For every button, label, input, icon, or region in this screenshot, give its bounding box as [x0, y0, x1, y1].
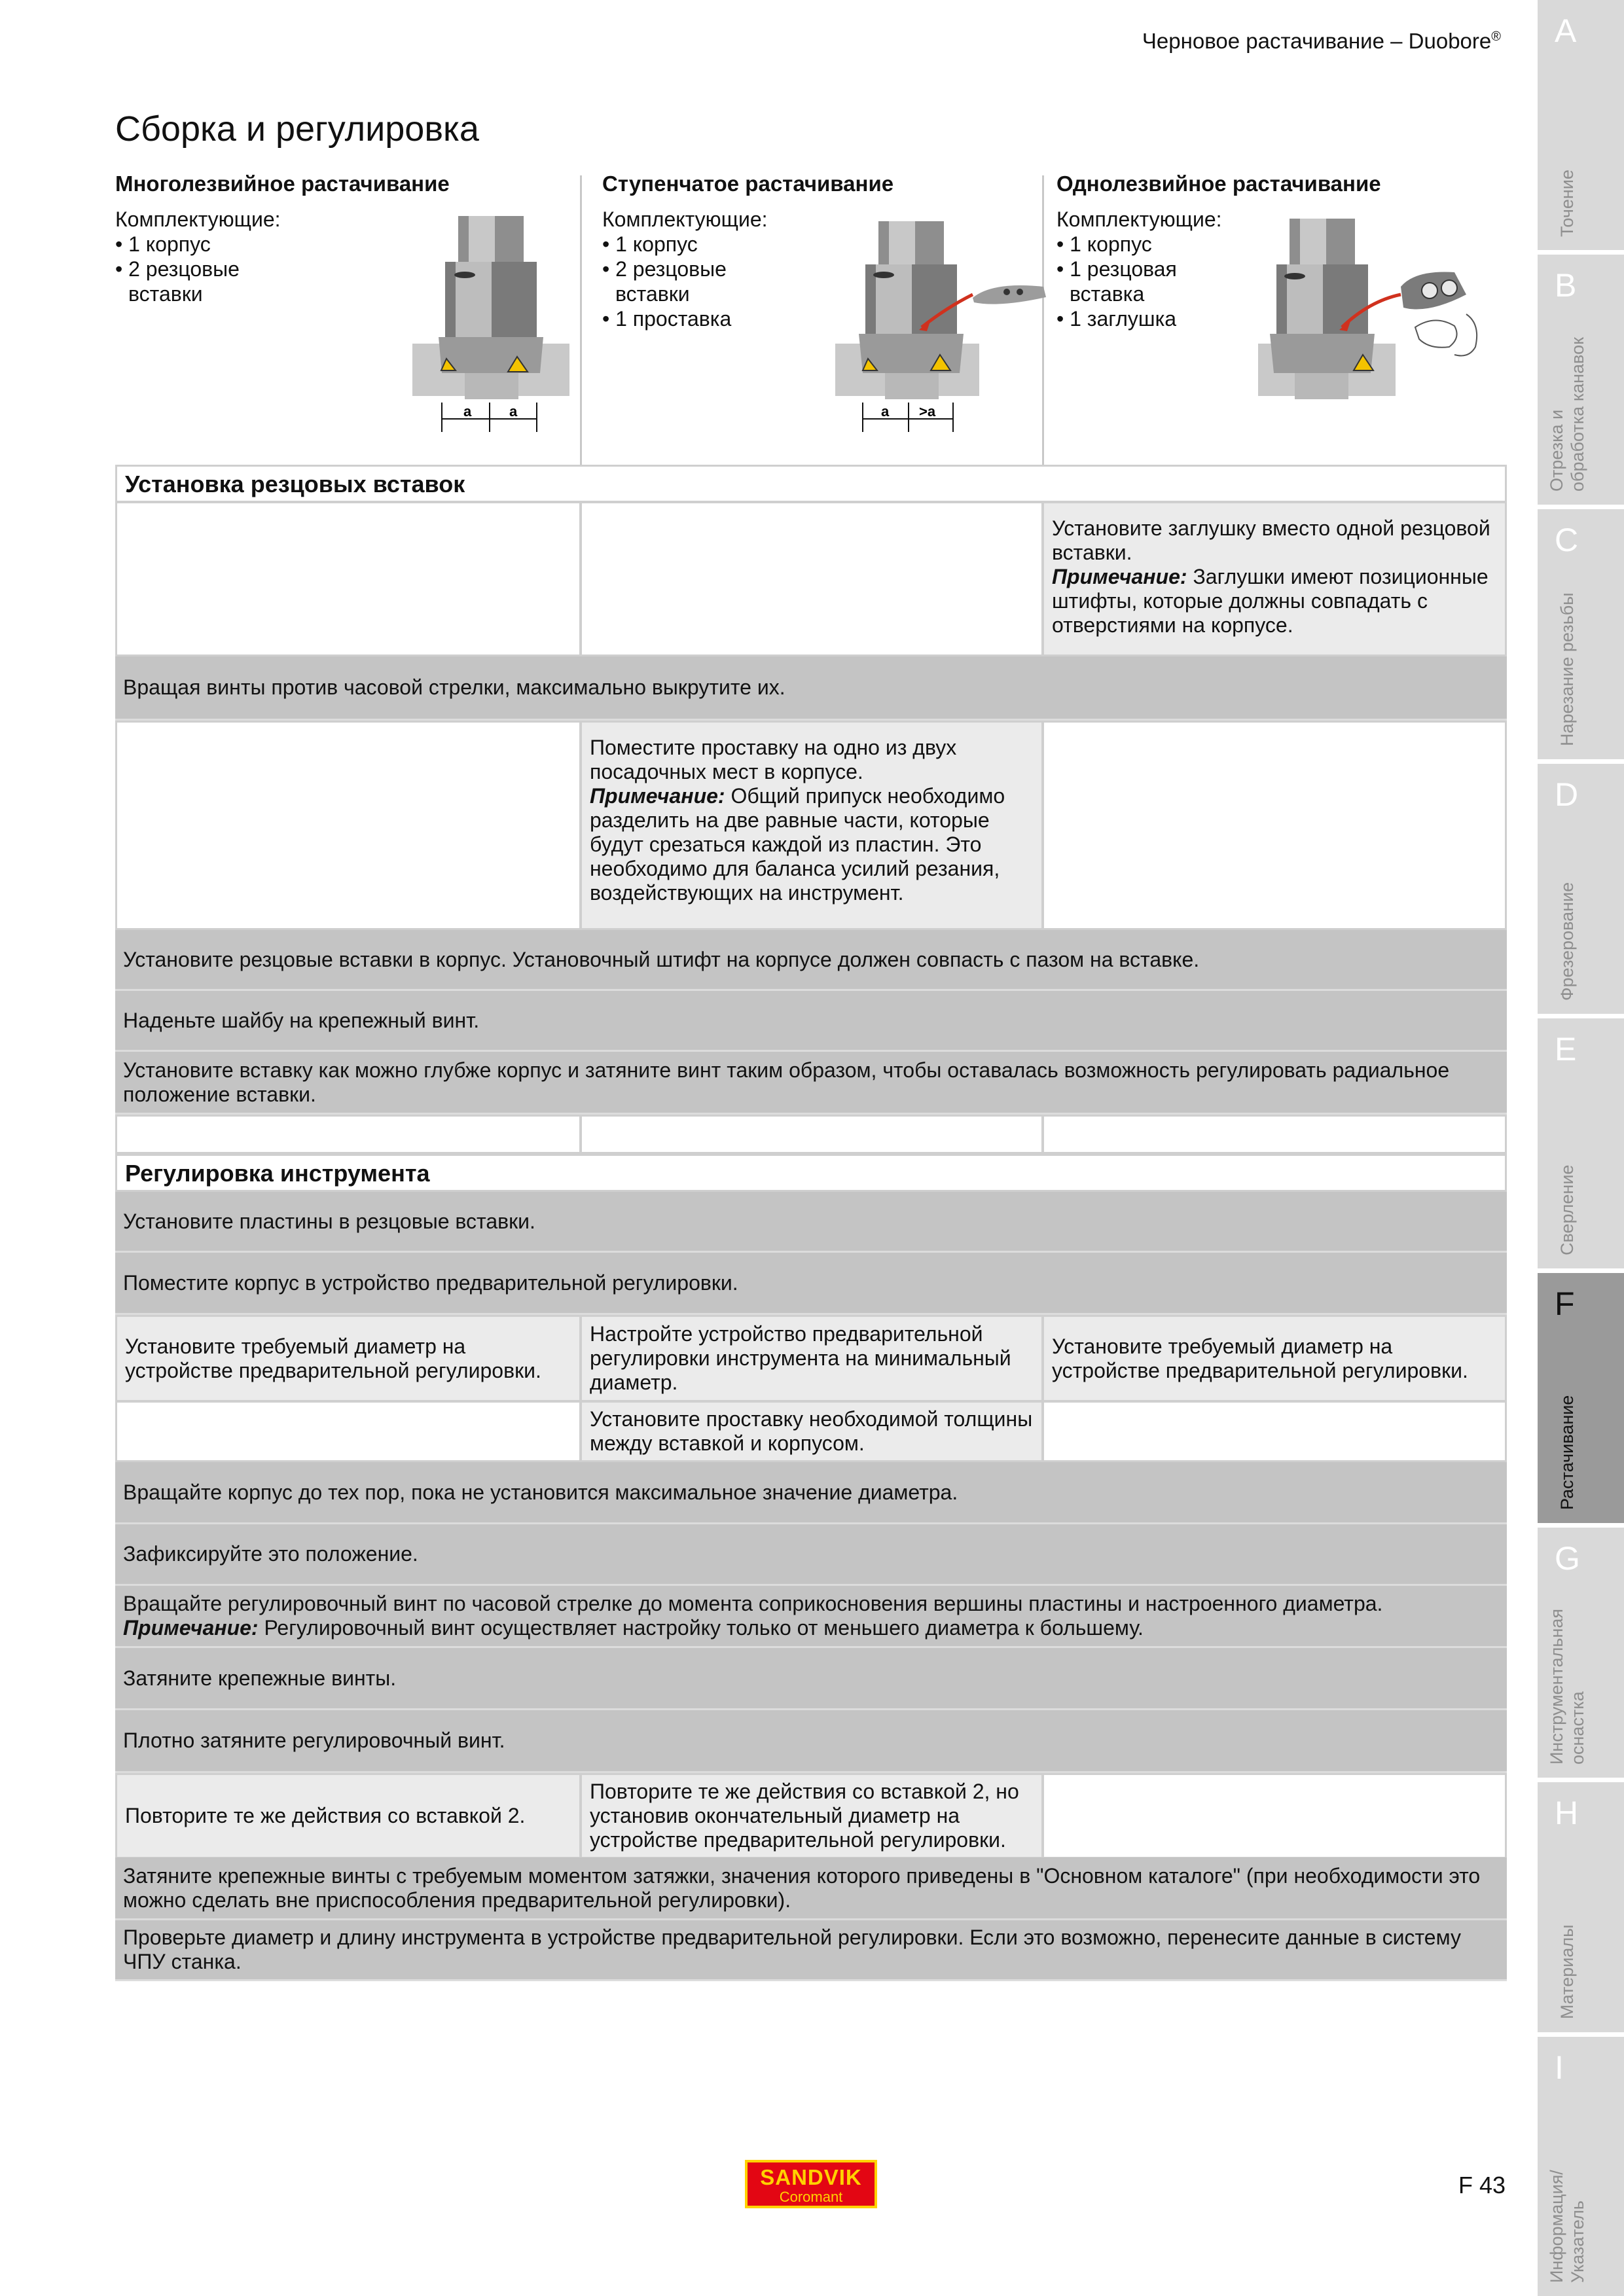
tab-label: Указатель: [1568, 2200, 1587, 2283]
dimension-label: a: [463, 403, 472, 420]
table-cell-empty: [115, 1115, 581, 1154]
component-item: • 1 корпус: [115, 232, 211, 256]
tab-a[interactable]: [1538, 0, 1624, 250]
tab-label: Нарезание резьбы: [1557, 592, 1577, 746]
table-row: Установите резцовые вставки в корпус. Установочный штифт на корпусе должен совпасть с пазом на вставке.: [115, 930, 1507, 991]
table-cell-empty: [115, 721, 581, 930]
table-row: Затяните крепежные винты.: [115, 1648, 1507, 1710]
component-item: • 1 корпус: [1056, 232, 1152, 256]
sandvik-logo: SANDVIK Coromant: [745, 2160, 877, 2208]
table-cell-empty: [115, 1401, 581, 1462]
running-header: Черновое растачивание – Duobore®: [1142, 29, 1501, 53]
tab-letter: F: [1555, 1285, 1575, 1322]
column-heading: Ступенчатое растачивание: [602, 171, 894, 196]
table-cell: Установите требуемый диаметр на устройстве предварительной регулировки.: [1042, 1315, 1507, 1402]
table-cell-empty: [1042, 721, 1507, 930]
table-cell: Поместите проставку на одно из двух посадочных мест в корпусе. Примечание: Общий припуск необходимо разделить на две равные части, которые будут срезаться каждой из пластин. Это необходимо для баланса усилий резания, воздействующих на инструмент.: [580, 721, 1043, 930]
table-row: Вращая винты против часовой стрелки, максимально выкрутите их.: [115, 656, 1507, 721]
table-cell: Настройте устройство предварительной регулировки инструмента на минимальный диаметр.: [580, 1315, 1043, 1402]
table-row: Плотно затяните регулировочный винт.: [115, 1710, 1507, 1773]
table-cell-empty: [580, 501, 1043, 656]
column-heading: Однолезвийное растачивание: [1056, 171, 1381, 196]
component-item: • 1 резцовая: [1056, 257, 1177, 281]
tab-label: оснастка: [1568, 1691, 1587, 1765]
table-cell: Повторите те же действия со вставкой 2.: [115, 1773, 581, 1859]
tab-b[interactable]: [1538, 255, 1624, 505]
tab-e[interactable]: [1538, 1018, 1624, 1268]
tab-label: Отрезка и: [1547, 409, 1566, 492]
component-item: • 1 проставка: [602, 307, 732, 331]
dimension-label: a: [509, 403, 518, 420]
table-cell: Установите заглушку вместо одной резцовой вставки. Примечание: Заглушки имеют позиционные штифты, которые должны совпадать с отверстиями на корпусе.: [1042, 501, 1507, 656]
components-label: Комплектующие:: [115, 207, 281, 231]
components-label: Комплектующие:: [602, 207, 768, 231]
tab-g[interactable]: [1538, 1528, 1624, 1778]
component-item: вставки: [128, 282, 203, 306]
column-multi-edge: [115, 171, 450, 306]
table-row: Затяните крепежные винты с требуемым моментом затяжки, значения которого приведены в "Основном каталоге" (при необходимости это можно сделать вне приспособления предварительной регулировки).: [115, 1857, 1507, 1920]
tool-illustration-step: [835, 209, 1051, 445]
tab-letter: C: [1555, 522, 1579, 558]
table-cell-empty: [1042, 1401, 1507, 1462]
table-row: Установите вставку как можно глубже корпус и затяните винт таким образом, чтобы оставалась возможность регулировать радиальное положение вставки.: [115, 1052, 1507, 1115]
tab-letter: D: [1555, 776, 1579, 813]
component-item: • 2 резцовые: [115, 257, 240, 281]
table-cell: Установите требуемый диаметр на устройстве предварительной регулировки.: [115, 1315, 581, 1402]
column-divider: [580, 175, 582, 465]
tab-label: Растачивание: [1557, 1395, 1577, 1510]
tab-h[interactable]: [1538, 1782, 1624, 2032]
tab-label: Точение: [1557, 170, 1577, 237]
table-row: Установите пластины в резцовые вставки.: [115, 1192, 1507, 1253]
section-heading: Регулировка инструмента: [115, 1154, 1507, 1192]
table-cell-empty: [1042, 1115, 1507, 1154]
tab-f[interactable]: [1538, 1273, 1624, 1523]
section-heading: Установка резцовых вставок: [115, 465, 1507, 503]
component-item: • 1 корпус: [602, 232, 698, 256]
table-row: Вращайте корпус до тех пор, пока не установится максимальное значение диаметра.: [115, 1462, 1507, 1524]
component-item: • 2 резцовые: [602, 257, 727, 281]
dimension-label: >a: [919, 403, 936, 420]
tab-c[interactable]: [1538, 509, 1624, 759]
tab-label: Информация/: [1547, 2170, 1566, 2283]
components-label: Комплектующие:: [1056, 207, 1222, 231]
table-cell-empty: [115, 501, 581, 656]
tab-label: Фрезерование: [1557, 882, 1577, 1001]
tool-illustration-single: [1258, 209, 1500, 419]
tab-letter: H: [1555, 1795, 1579, 1831]
tool-illustration-multi: [412, 209, 576, 445]
tab-letter: A: [1555, 12, 1577, 49]
tab-label: Инструментальная: [1547, 1608, 1566, 1765]
table-row: Зафиксируйте это положение.: [115, 1524, 1507, 1586]
table-row: Вращайте регулировочный винт по часовой стрелке до момента соприкосновения вершины пластины и настроенного диаметра. Примечание: Регулировочный винт осуществляет настройку только от меньшего диаметра к большему.: [115, 1586, 1507, 1648]
page-number: F 43: [1458, 2172, 1506, 2198]
table-cell: Повторите те же действия со вставкой 2, но установив окончательный диаметр на устройстве предварительной регулировки.: [580, 1773, 1043, 1859]
component-item: • 1 заглушка: [1056, 307, 1177, 331]
table-cell-empty: [1042, 1773, 1507, 1859]
dimension-label: a: [881, 403, 890, 420]
tab-letter: B: [1555, 267, 1577, 304]
tab-letter: E: [1555, 1031, 1577, 1067]
tab-letter: G: [1555, 1540, 1580, 1577]
tab-i[interactable]: [1538, 2037, 1624, 2296]
table-cell: Установите проставку необходимой толщины между вставкой и корпусом.: [580, 1401, 1043, 1462]
table-row: Проверьте диаметр и длину инструмента в устройстве предварительной регулировки. Если это возможно, перенесите данные в систему ЧПУ станка.: [115, 1920, 1507, 1981]
column-heading: Многолезвийное растачивание: [115, 171, 450, 196]
table-row: Наденьте шайбу на крепежный винт.: [115, 991, 1507, 1052]
page-title: Сборка и регулировка: [115, 109, 479, 149]
table-cell-empty: [580, 1115, 1043, 1154]
tab-letter: I: [1555, 2049, 1564, 2086]
tab-d[interactable]: [1538, 764, 1624, 1014]
tab-label: Материалы: [1557, 1924, 1577, 2019]
component-item: вставки: [615, 282, 690, 306]
table-row: Поместите корпус в устройство предварительной регулировки.: [115, 1253, 1507, 1315]
tab-label: Сверление: [1557, 1164, 1577, 1255]
component-item: вставка: [1070, 282, 1145, 306]
tab-label: обработка канавок: [1568, 337, 1587, 492]
